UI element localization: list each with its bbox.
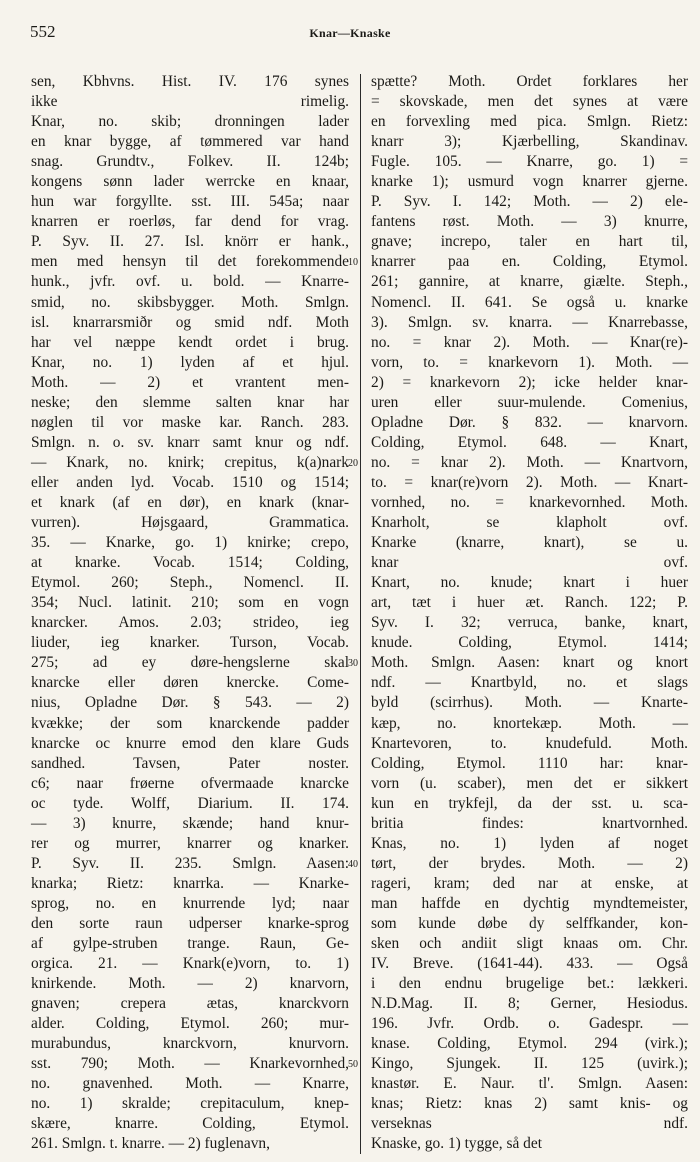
text-line: den sorte raun udperser knarke-sprog (31, 914, 349, 932)
text-line: sprog, no. en knurrende lyd; naar (31, 894, 349, 912)
text-line: spætte? Moth. Ordet forklares her (371, 73, 688, 90)
text-line: ndf. — Knartbyld, no. et slags (371, 674, 688, 692)
column-divider (360, 74, 361, 1154)
text-line: rageri, kram; ded nar at enske, at (371, 874, 688, 892)
text-line: eller anden lyd. Vocab. 1510 og 1514; (31, 473, 349, 491)
text-line: isl. knarrarsmiðr og smid ndf. Moth (31, 313, 349, 331)
text-line: men med hensyn til det forekommende (31, 253, 349, 271)
text-line: to. = knar(re)vorn 2). Moth. — Knart- (371, 473, 688, 491)
text-line: alder. Colding, Etymol. 260; mur- (31, 1015, 349, 1033)
text-line: knastør. E. Naur. tl'. Smlgn. Aasen: (371, 1075, 688, 1093)
text-line: Knar, no. skib; dronningen lader (31, 113, 349, 131)
text-line: Nomencl. II. 641. Se også u. knarke (371, 293, 688, 311)
text-line: Fugle. 105. — Knarre, go. 1) = (371, 153, 688, 171)
text-line: Knar, no. 1) lyden af et hjul. (31, 353, 349, 371)
text-line: IV. Breve. (1641-44). 433. — Også (371, 955, 688, 973)
text-line: no. = knar 2). Moth. — Knartvorn, (371, 453, 688, 471)
text-line: nius, Opladne Dør. § 543. — 2) (31, 694, 349, 712)
text-line: no. gnavenhed. Moth. — Knarre, (31, 1075, 349, 1093)
text-line: knirkende. Moth. — 2) knarvorn, (31, 975, 349, 993)
text-line: sken och andiit sligt knaas om. Chr. (371, 935, 688, 953)
text-line: vornhed, no. = knarkevornhed. Moth. (371, 493, 688, 511)
text-line: knarren er roerløs, far dend for vrag. (31, 213, 349, 231)
margin-line-number: 20 (348, 457, 358, 469)
text-line: verseknas ndf. (371, 1115, 688, 1133)
text-line: byld (scirrhus). Moth. — Knarte- (371, 694, 688, 712)
margin-line-number: 10 (348, 257, 358, 269)
text-line: sen, Kbhvns. Hist. IV. 176 synes (31, 73, 349, 90)
text-line: skære, knarre. Colding, Etymol. (31, 1115, 349, 1133)
text-line: et knark (af en dør), en knark (knar- (31, 493, 349, 511)
text-line: Opladne Dør. § 832. — knarvorn. (371, 413, 688, 431)
text-line: murabundus, knarckvorn, knurvorn. (31, 1035, 349, 1053)
text-line: P. Syv. I. 142; Moth. — 2) ele- (371, 193, 688, 211)
text-line: vorn (u. scaber), men det er sikkert (371, 774, 688, 792)
text-line: 3). Smlgn. sv. knarra. — Knarrebasse, (371, 313, 688, 331)
text-line: Syv. I. 32; verruca, banke, knart, (371, 614, 688, 632)
text-line: fantens røst. Moth. — 3) knurre, (371, 213, 688, 231)
text-line: no. = knar 2). Moth. — Knar(re)- (371, 333, 688, 351)
text-line: vorn, to. = knarkevorn 1). Moth. — (371, 353, 688, 371)
margin-line-number: 40 (348, 858, 358, 870)
text-line: 261. Smlgn. t. knarre. — 2) fuglenavn, (31, 1135, 270, 1153)
text-line: oc tyde. Wolff, Diarium. II. 174. (31, 794, 349, 812)
text-line: at knarke. Vocab. 1514; Colding, (31, 554, 349, 572)
text-line: smid, no. skibsbygger. Moth. Smlgn. (31, 293, 349, 311)
text-line: P. Syv. II. 27. Isl. knörr er hank., (31, 233, 349, 251)
text-line: britia findes: knartvornhed. (371, 814, 688, 832)
text-line: knarcker. Amos. 2.03; strideo, ieg (31, 614, 349, 632)
text-line: tørt, der brydes. Moth. — 2) (371, 854, 688, 872)
text-line: rer og murrer, knarrer og knarker. (31, 834, 349, 852)
text-line: Knas, no. 1) lyden af noget (371, 834, 688, 852)
text-line: som kunde døbe dy selffkander, kon- (371, 914, 688, 932)
text-line: 261; gannire, at knarre, giælte. Steph., (371, 273, 688, 291)
text-line: orgica. 21. — Knark(e)vorn, to. 1) (31, 955, 349, 973)
text-line: Moth. — 2) et vrantent men- (31, 373, 349, 391)
text-line: knarcke oc knurre emod den klare Guds (31, 734, 349, 752)
text-line: 196. Jvfr. Ordb. o. Gadespr. — (371, 1015, 688, 1033)
text-line: — Knark, no. knirk; crepitus, k(a)nark (31, 453, 349, 471)
text-line: snag. Grundtv., Folkev. II. 124b; (31, 153, 349, 171)
text-line: Knartevoren, to. knudefuld. Moth. (371, 734, 688, 752)
text-line: sandhed. Tavsen, Pater noster. (31, 754, 349, 772)
text-line: — 3) knurre, skænde; hand knur- (31, 814, 349, 832)
text-line: no. 1) skralde; crepitaculum, knep- (31, 1095, 349, 1113)
text-line: Etymol. 260; Steph., Nomencl. II. (31, 574, 349, 592)
text-line: gnaven; crepera ætas, knarckvorn (31, 995, 349, 1013)
margin-line-number: 50 (348, 1059, 358, 1071)
margin-line-number: 30 (348, 658, 358, 670)
text-line: uren eller suur-mulende. Comenius, (371, 393, 688, 411)
text-line: Colding, Etymol. 1110 har: knar- (371, 754, 688, 772)
text-line: kun en trykfejl, da der sst. u. sca- (371, 794, 688, 812)
text-line: art, tæt i huer æt. Ranch. 122; P. (371, 594, 688, 612)
text-line: Smlgn. n. o. sv. knarr samt knur og ndf. (31, 433, 349, 451)
text-line: Moth. Smlgn. Aasen: knart og knort (371, 654, 688, 672)
text-line: c6; naar frøerne ofvermaade knarcke (31, 774, 349, 792)
text-line: Knarke (knarre, knart), se u. (371, 534, 688, 552)
text-line: kongens sønn lader werrcke en knaar, (31, 173, 349, 191)
text-line: knarka; Rietz: knarrka. — Knarke- (31, 874, 349, 892)
text-line: 2) = knarkevorn 2); icke helder knar- (371, 373, 688, 391)
text-line: Knarholt, se klapholt ovf. (371, 514, 688, 532)
text-line: 35. — Knarke, go. 1) knirke; crepo, (31, 534, 349, 552)
text-line: i den endnu brugelige bet.: lækkeri. (371, 975, 688, 993)
page-number: 552 (30, 22, 56, 41)
text-line: hun war forgyllte. sst. III. 545a; naar (31, 193, 349, 211)
text-line: en forvexling med pica. Smlgn. Rietz: (371, 113, 688, 131)
text-line: Colding, Etymol. 648. — Knart, (371, 433, 688, 451)
text-line: neske; den slemme salten knar har (31, 393, 349, 411)
text-line: kæp, no. knortekæp. Moth. — (371, 714, 688, 732)
text-line: Knart, no. knude; knart i huer (371, 574, 688, 592)
text-line: knas; Rietz: knas 2) samt knis- og (371, 1095, 688, 1113)
left-column (31, 72, 349, 1157)
text-line: knude. Colding, Etymol. 1414; (371, 634, 688, 652)
text-line: Knaske, go. 1) tygge, så det (371, 1135, 542, 1153)
text-line: N.D.Mag. II. 8; Gerner, Hesiodus. (371, 995, 688, 1013)
text-line: hunk., jvfr. ovf. u. bold. — Knarre- (31, 273, 349, 291)
text-line: P. Syv. II. 235. Smlgn. Aasen: (31, 854, 349, 872)
right-column (371, 72, 688, 1157)
text-line: har vel næppe kendt ordet i brug. (31, 333, 349, 351)
text-line: knarcke eller døren knercke. Come- (31, 674, 349, 692)
text-line: = skovskade, men det synes at være (371, 93, 688, 111)
text-line: nøglen til vor maske kar. Ranch. 283. (31, 413, 349, 431)
text-line: ikke rimelig. (31, 93, 349, 111)
text-line: gnave; increpo, taler en hart til, (371, 233, 688, 251)
text-line: kvække; der som knarckende padder (31, 714, 349, 732)
running-head: Knar—Knaske (309, 26, 391, 40)
text-line: vurren). Højsgaard, Grammatica. (31, 514, 349, 532)
text-line: knarrer paa en. Colding, Etymol. (371, 253, 688, 271)
text-line: en knar bygge, af tømmered var hand (31, 133, 349, 151)
text-line: 354; Nucl. latinit. 210; som en vogn (31, 594, 349, 612)
text-line: knase. Colding, Etymol. 294 (virk.); (371, 1035, 688, 1053)
text-line: 275; ad ey døre-hengslerne skal (31, 654, 349, 672)
text-line: Kingo, Sjungek. II. 125 (uvirk.); (371, 1055, 688, 1073)
text-line: sst. 790; Moth. — Knarkevornhed, (31, 1055, 349, 1073)
text-line: knarke 1); usmurd vogn knarrer gjerne. (371, 173, 688, 191)
page-header (0, 0, 700, 60)
text-line: af gylpe-struben trange. Raun, Ge- (31, 935, 349, 953)
text-line: knar ovf. (371, 554, 688, 572)
text-line: man haffde en dychtig myndtemeister, (371, 894, 688, 912)
text-line: knarr 3); Kjærbelling, Skandinav. (371, 133, 688, 151)
text-line: liuder, ieg knarker. Turson, Vocab. (31, 634, 349, 652)
